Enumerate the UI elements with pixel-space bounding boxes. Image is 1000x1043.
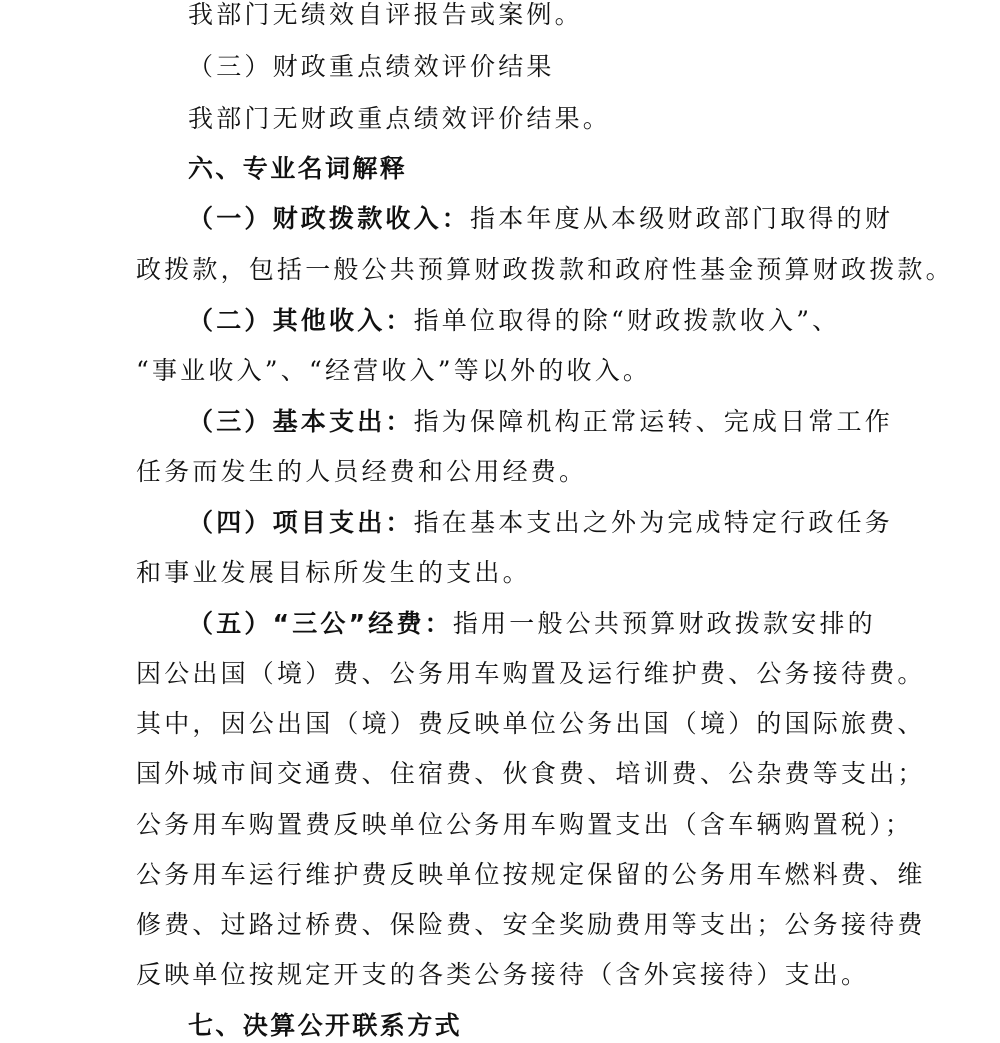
glossary-definition-continued: 其中，因公出国（境）费反映单位公务出国（境）的国际旅费、 bbox=[136, 709, 926, 738]
paragraph-key-performance-results: 我部门无财政重点绩效评价结果。 bbox=[188, 104, 612, 133]
glossary-definition-continued: 因公出国（境）费、公务用车购置及运行维护费、公务接待费。 bbox=[136, 659, 926, 688]
section-heading-contact: 七、决算公开联系方式 bbox=[188, 1011, 463, 1040]
glossary-definition-continued: 政拨款，包括一般公共预算财政拨款和政府性基金预算财政拨款。 bbox=[136, 255, 954, 284]
glossary-term: （一）财政拨款收入： bbox=[188, 204, 471, 233]
glossary-definition: 指在基本支出之外为完成特定行政任务 bbox=[413, 508, 894, 537]
glossary-item-three-public-expenses bbox=[188, 609, 876, 639]
glossary-term: （三）基本支出： bbox=[188, 407, 414, 436]
paragraph-self-evaluation-note: 我部门无绩效自评报告或案例。 bbox=[188, 0, 583, 29]
glossary-item-fiscal-appropriation bbox=[188, 204, 893, 234]
glossary-definition-continued: 反映单位按规定开支的各类公务接待（含外宾接待）支出。 bbox=[136, 960, 870, 989]
glossary-definition-continued: “事业收入”、“经营收入”等以外的收入。 bbox=[136, 356, 652, 385]
glossary-definition-continued: 任务而发生的人员经费和公用经费。 bbox=[136, 457, 588, 486]
glossary-definition: 指本年度从本级财政部门取得的财 bbox=[470, 204, 894, 233]
glossary-item-other-income bbox=[188, 306, 840, 336]
glossary-definition-continued: 公务用车购置费反映单位公务用车购置支出（含车辆购置税）； bbox=[136, 810, 914, 839]
section-heading-glossary: 六、专业名词解释 bbox=[188, 154, 408, 183]
glossary-definition-continued: 和事业发展目标所发生的支出。 bbox=[136, 558, 531, 587]
glossary-definition-continued: 公务用车运行维护费反映单位按规定保留的公务用车燃料费、维 bbox=[136, 860, 926, 889]
glossary-definition: 指为保障机构正常运转、完成日常工作 bbox=[413, 407, 894, 436]
glossary-definition: 指用一般公共预算财政拨款安排的 bbox=[452, 609, 876, 638]
glossary-definition: 指单位取得的除“财政拨款收入”、 bbox=[413, 306, 841, 335]
glossary-term: （五）“三公”经费： bbox=[188, 609, 453, 638]
glossary-term: （二）其他收入： bbox=[188, 306, 414, 335]
glossary-item-basic-expenditure bbox=[188, 407, 893, 437]
glossary-term: （四）项目支出： bbox=[188, 508, 414, 537]
glossary-definition-continued: 修费、过路过桥费、保险费、安全奖励费用等支出；公务接待费 bbox=[136, 910, 926, 939]
glossary-definition-continued: 国外城市间交通费、住宿费、伙食费、培训费、公杂费等支出； bbox=[136, 759, 926, 788]
glossary-item-project-expenditure bbox=[188, 508, 893, 538]
subheading-key-performance-results: （三）财政重点绩效评价结果 bbox=[188, 52, 555, 81]
